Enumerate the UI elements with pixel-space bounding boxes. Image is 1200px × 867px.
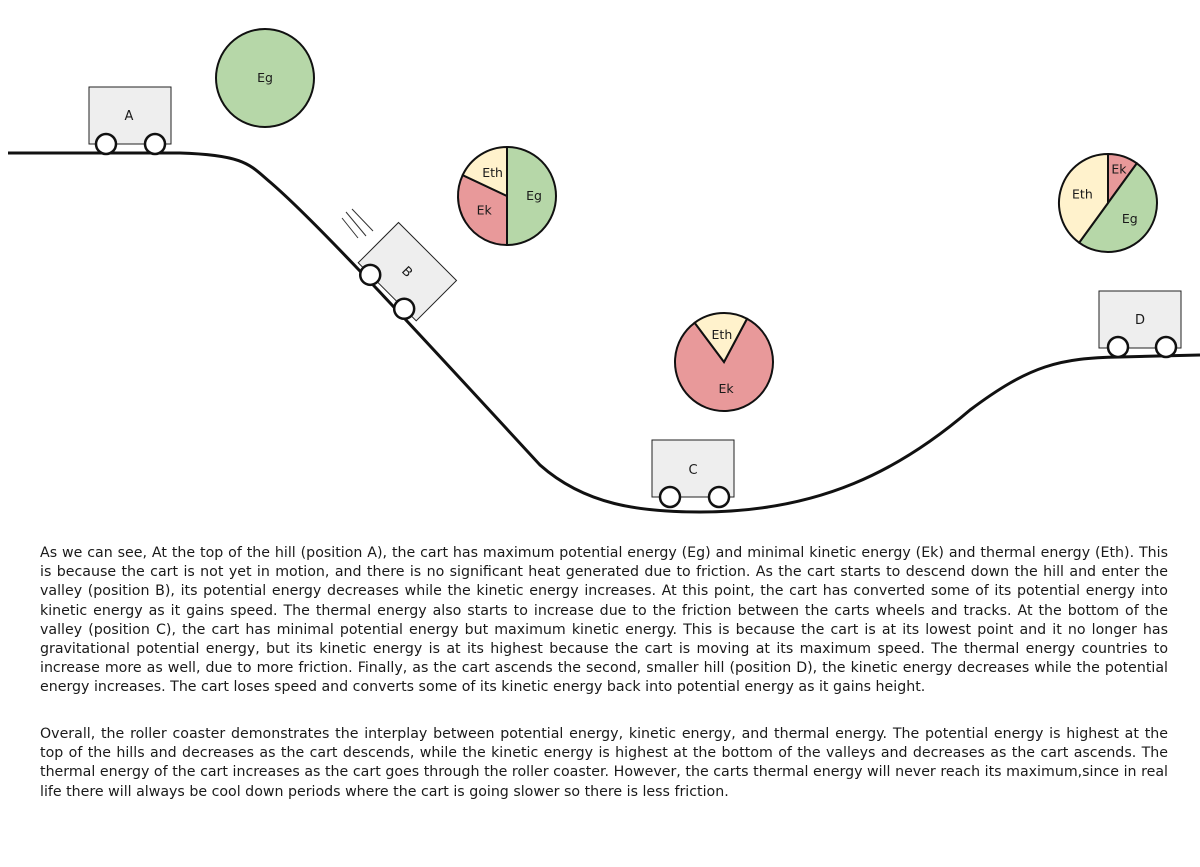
pie-label-eg: Eg — [1121, 210, 1138, 226]
explanation-paragraph-2: Overall, the roller coaster demonstrates the interplay between potential energy, kinetic energy, and thermal energy. The potential energy is highest at the top of the hills and decreases as the cart descends, while the kinetic energy is highest at the bottom of the valleys and decreases as the cart ascends. The thermal energy of the cart increases as the cart goes through the roller coaster. However, the carts thermal energy will never reach its maximum,since in real life there will always be cool down periods where the cart is going slower so there is less friction. — [40, 726, 1168, 800]
motion-line — [346, 212, 366, 236]
cart-c — [652, 440, 734, 507]
cart-b — [351, 223, 456, 328]
energy-pie-b — [458, 147, 556, 245]
energy-pie-a — [216, 29, 314, 127]
cart-b-label: B — [398, 263, 416, 281]
pie-label-eth: Eth — [482, 165, 503, 181]
cart-d-wheel-right — [1156, 337, 1176, 357]
explanation-paragraph-1: As we can see, At the top of the hill (position A), the cart has maximum potential energy (Eg) and minimal kinetic energy (Ek) and thermal energy (Eth). This is because the cart is not yet in motion, and there is no significant heat generated due to friction. As the cart starts to descend down the hill and enter the valley (position B), its potential energy decreases while the kinetic energy increases. At this point, the cart has converted some of its potential energy into kinetic energy as it gains speed. The thermal energy also starts to increase due to the friction between the carts wheels and tracks. At the bottom of the valley (position C), the cart has minimal potential energy but maximum kinetic energy. This is because the cart is at its lowest point and it no longer has gravitational potential energy, but its kinetic energy is at its highest because the cart is moving at its maximum speed. The thermal energy countries to increase more as well, due to more friction. Finally, as the cart ascends the second, smaller hill (position D), the kinetic energy decreases while the potential energy increases. The cart loses speed and converts some of its kinetic energy back into potential energy as it gains height. — [40, 545, 1168, 696]
energy-pie-d — [1059, 154, 1157, 252]
motion-line — [352, 209, 373, 231]
pie-label-eg: Eg — [257, 70, 273, 85]
motion-line — [342, 218, 358, 238]
cart-d-wheel-left — [1108, 337, 1128, 357]
pie-label-eth: Eth — [711, 327, 733, 343]
pie-label-ek: Ek — [476, 202, 492, 218]
pie-label-eth: Eth — [1072, 186, 1093, 202]
cart-c-wheel-left — [660, 487, 680, 507]
coaster-track — [8, 153, 1200, 512]
cart-d — [1099, 291, 1181, 357]
pie-label-ek: Ek — [1111, 161, 1127, 177]
cart-a-label: A — [124, 109, 134, 124]
pie-label-ek: Ek — [718, 380, 734, 396]
cart-a-wheel-left — [96, 134, 116, 154]
cart-a-wheel-right — [145, 134, 165, 154]
energy-pie-c — [675, 313, 773, 411]
cart-a — [89, 87, 171, 154]
cart-c-wheel-right — [709, 487, 729, 507]
motion-lines — [342, 209, 373, 238]
cart-d-label: D — [1134, 313, 1146, 328]
cart-c-label: C — [688, 463, 698, 478]
pie-label-eg: Eg — [526, 188, 542, 203]
